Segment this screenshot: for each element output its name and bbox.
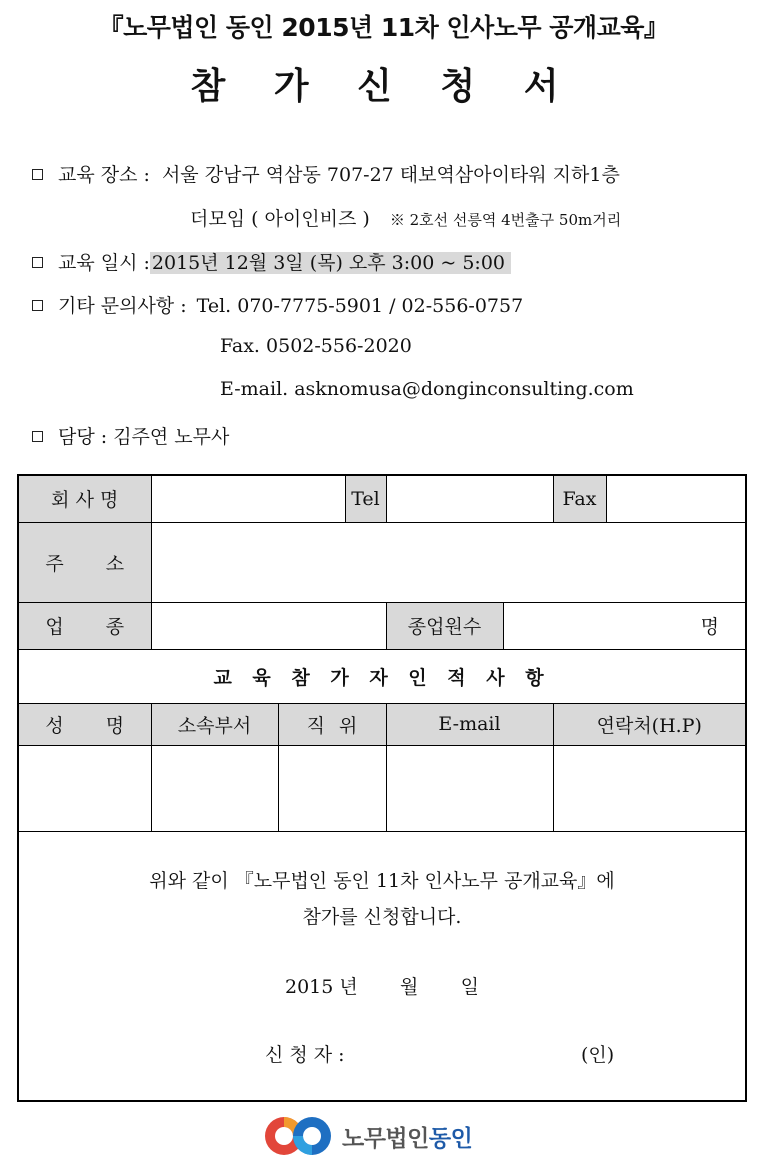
industry-input[interactable]	[151, 602, 386, 649]
company-logo	[262, 1114, 472, 1158]
tel-input[interactable]	[386, 475, 553, 522]
industry-label: 업 종	[18, 602, 151, 649]
fax-input[interactable]	[606, 475, 746, 522]
info-manager	[32, 422, 229, 449]
participant-phone-input[interactable]	[553, 745, 746, 831]
declaration-line-2: 참가를 신청합니다.	[302, 905, 462, 928]
info-date	[32, 248, 511, 275]
company-input[interactable]	[151, 475, 345, 522]
square-bullet-icon	[32, 257, 43, 268]
place-label: 교육 장소 :	[58, 164, 150, 186]
col-position: 직 위	[278, 703, 386, 745]
contact-email: E-mail. asknomusa@donginconsulting.com	[220, 378, 634, 400]
tel-label: Tel	[345, 475, 386, 522]
participant-email-input[interactable]	[386, 745, 553, 831]
logo-text	[342, 1120, 472, 1153]
date-line: 2015 년 월 일	[284, 975, 479, 998]
logo-text-blue: 동인	[428, 1125, 473, 1152]
col-name: 성 명	[18, 703, 151, 745]
document-title: 『노무법인 동인 2015년 11차 인사노무 공개교육』	[98, 13, 669, 42]
employees-label: 종업원수	[386, 602, 503, 649]
manager-text: 담당 : 김주연 노무사	[58, 426, 230, 448]
info-place	[32, 160, 620, 187]
date-label: 교육 일시 :	[58, 252, 150, 274]
contact-tel: Tel. 070-7775-5901 / 02-556-0757	[196, 295, 524, 317]
contact-fax: Fax. 0502-556-2020	[220, 335, 412, 357]
address-label: 주 소	[18, 522, 151, 602]
place-note: ※ 2호선 선릉역 4번출구 50m거리	[389, 211, 622, 229]
col-email: E-mail	[386, 703, 553, 745]
applicant-label: 신 청 자 :	[265, 1043, 345, 1066]
declaration-line-1: 위와 같이 『노무법인 동인 11차 인사노무 공개교육』에	[149, 869, 615, 892]
info-contact	[32, 291, 523, 318]
dongin-logo-icon	[262, 1114, 336, 1158]
contact-label: 기타 문의사항 :	[58, 295, 187, 317]
place-value: 서울 강남구 역삼동 707-27 태보역삼아이타워 지하1층	[161, 164, 620, 186]
employees-unit: 명	[700, 616, 719, 638]
employees-input[interactable]	[503, 602, 746, 649]
square-bullet-icon	[32, 300, 43, 311]
col-phone: 연락처(H.P)	[553, 703, 746, 745]
participant-section-title: 교 육 참 가 자 인 적 사 항	[18, 649, 746, 703]
logo-text-gray: 노무법인	[342, 1125, 429, 1152]
info-place-2	[190, 204, 621, 231]
fax-label: Fax	[553, 475, 606, 522]
square-bullet-icon	[32, 431, 43, 442]
participant-position-input[interactable]	[278, 745, 386, 831]
date-value: 2015년 12월 3일 (목) 오후 3:00 ~ 5:00	[150, 252, 511, 274]
company-label: 회 사 명	[18, 475, 151, 522]
participant-department-input[interactable]	[151, 745, 278, 831]
square-bullet-icon	[32, 169, 43, 180]
place-value-2: 더모임 ( 아이인비즈 )	[190, 208, 370, 230]
seal-mark: (인)	[581, 1043, 615, 1066]
document-subtitle: 참 가 신 청 서	[190, 66, 577, 107]
application-form	[17, 474, 747, 1102]
col-department: 소속부서	[151, 703, 278, 745]
participant-name-input[interactable]	[18, 745, 151, 831]
declaration-block	[18, 831, 746, 1101]
address-input[interactable]	[151, 522, 746, 602]
